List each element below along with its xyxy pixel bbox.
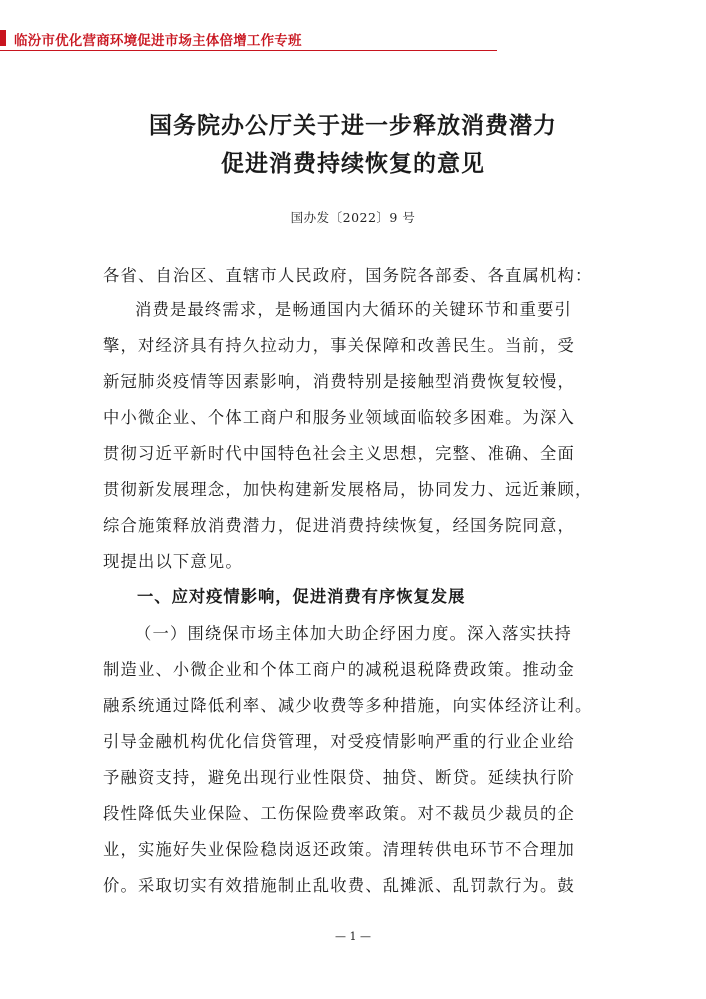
page-number: — 1 —	[335, 930, 371, 943]
document-number: 国办发〔2022〕9 号	[290, 210, 416, 225]
document-title	[0, 107, 706, 183]
paragraph-line: 贯彻习近平新时代中国特色社会主义思想，完整、准确、全面	[103, 444, 575, 463]
paragraph-line: 段性降低失业保险、工伤保险费率政策。对不裁员少裁员的企	[103, 804, 575, 823]
header-banner-text: 临汾市优化营商环境促进市场主体倍增工作专班	[14, 33, 302, 49]
paragraph-line: 中小微企业、个体工商户和服务业领域面临较多困难。为深入	[103, 408, 575, 427]
title-line-1: 国务院办公厅关于进一步释放消费潜力	[149, 112, 557, 139]
paragraph-line: 贯彻新发展理念，加快构建新发展格局，协同发力、远近兼顾，	[103, 480, 593, 499]
paragraph-line: 消费是最终需求，是畅通国内大循环的关键环节和重要引	[135, 300, 573, 319]
paragraph-line: 现提出以下意见。	[103, 552, 243, 571]
paragraph-line: 新冠肺炎疫情等因素影响，消费特别是接触型消费恢复较慢，	[103, 372, 575, 391]
title-line-2: 促进消费持续恢复的意见	[221, 150, 485, 177]
paragraph-line: 价。采取切实有效措施制止乱收费、乱摊派、乱罚款行为。鼓	[103, 876, 575, 895]
paragraph-line: 制造业、小微企业和个体工商户的减税退税降费政策。推动金	[103, 660, 575, 679]
paragraph-line: 擎，对经济具有持久拉动力，事关保障和改善民生。当前，受	[103, 336, 575, 355]
header-divider	[0, 50, 497, 51]
paragraph-line: （一）围绕保市场主体加大助企纾困力度。深入落实扶持	[135, 624, 573, 643]
paragraph-line: 综合施策释放消费潜力，促进消费持续恢复，经国务院同意，	[103, 516, 575, 535]
paragraph-line: 融系统通过降低利率、减少收费等多种措施，向实体经济让利。	[103, 696, 593, 715]
section-heading: 一、应对疫情影响，促进消费有序恢复发展	[137, 587, 466, 606]
addressee-line: 各省、自治区、直辖市人民政府，国务院各部委、各直属机构：	[103, 266, 593, 285]
header-accent-mark	[0, 30, 6, 46]
paragraph-line: 业，实施好失业保险稳岗返还政策。清理转供电环节不合理加	[103, 840, 575, 859]
paragraph-line: 予融资支持，避免出现行业性限贷、抽贷、断贷。延续执行阶	[103, 768, 575, 787]
header-banner	[0, 30, 497, 52]
paragraph-line: 引导金融机构优化信贷管理，对受疫情影响严重的行业企业给	[103, 732, 575, 751]
